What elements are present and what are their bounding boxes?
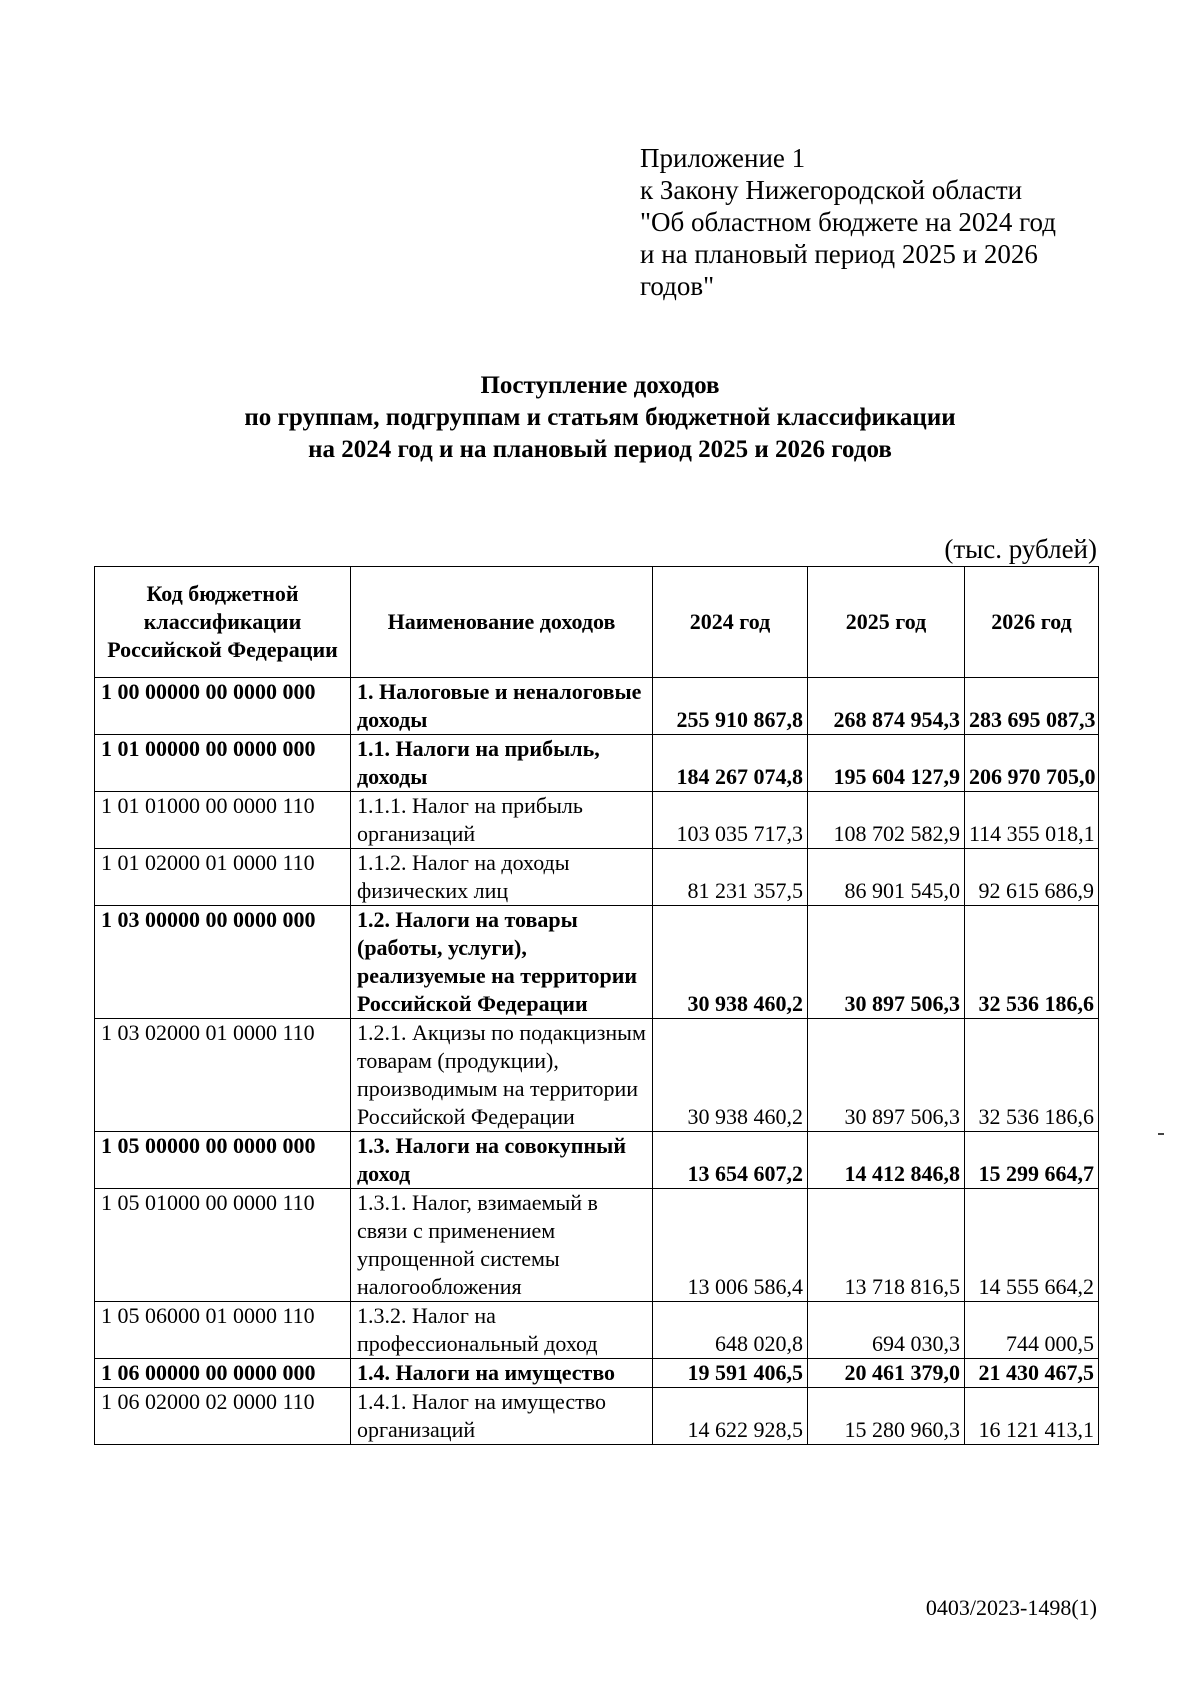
- table-row: [95, 1189, 1099, 1302]
- cell-2026: 32 536 186,6: [965, 906, 1099, 1019]
- cell-2025: 14 412 846,8: [808, 1132, 965, 1189]
- cell-2025: 195 604 127,9: [808, 735, 965, 792]
- unit-label: (тыс. рублей): [944, 534, 1097, 564]
- cell-2024: 30 938 460,2: [653, 1019, 808, 1132]
- document-number: 0403/2023-1498(1): [925, 1595, 1097, 1620]
- cell-2024: 184 267 074,8: [653, 735, 808, 792]
- table-row: [95, 849, 1099, 906]
- cell-code: 1 01 01000 00 0000 110: [95, 792, 351, 849]
- cell-name: 1.2.1. Акцизы по подакцизным товарам (продукции), производимым на территории Российской Федерации: [351, 1019, 653, 1132]
- cell-name: 1.4.1. Налог на имущество организаций: [351, 1388, 653, 1445]
- cell-code: 1 05 06000 01 0000 110: [95, 1302, 351, 1359]
- scan-artifact-mark: [1158, 1133, 1164, 1135]
- table-row: [95, 1019, 1099, 1132]
- cell-2025: 30 897 506,3: [808, 906, 965, 1019]
- cell-name: 1. Налоговые и неналоговые доходы: [351, 678, 653, 735]
- cell-code: 1 01 00000 00 0000 000: [95, 735, 351, 792]
- annex-line: "Об областном бюджете на 2024 год: [640, 207, 1056, 237]
- header-name: Наименование доходов: [351, 567, 653, 678]
- cell-2025: 20 461 379,0: [808, 1359, 965, 1388]
- cell-code: 1 03 02000 01 0000 110: [95, 1019, 351, 1132]
- cell-2026: 92 615 686,9: [965, 849, 1099, 906]
- cell-2025: 268 874 954,3: [808, 678, 965, 735]
- cell-code: 1 05 00000 00 0000 000: [95, 1132, 351, 1189]
- annex-line: Приложение 1: [640, 143, 806, 173]
- title-line: по группам, подгруппам и статьям бюджетной классификации: [244, 404, 956, 431]
- table-row: [95, 678, 1099, 735]
- annex-header: [640, 142, 1100, 302]
- cell-2024: 13 654 607,2: [653, 1132, 808, 1189]
- cell-2024: 103 035 717,3: [653, 792, 808, 849]
- cell-name: 1.1.1. Налог на прибыль организаций: [351, 792, 653, 849]
- cell-2026: 744 000,5: [965, 1302, 1099, 1359]
- cell-name: 1.3.2. Налог на профессиональный доход: [351, 1302, 653, 1359]
- table-row: [95, 792, 1099, 849]
- cell-2025: 86 901 545,0: [808, 849, 965, 906]
- cell-name: 1.1.2. Налог на доходы физических лиц: [351, 849, 653, 906]
- cell-2026: 14 555 664,2: [965, 1189, 1099, 1302]
- cell-name: 1.2. Налоги на товары (работы, услуги), реализуемые на территории Российской Федерации: [351, 906, 653, 1019]
- cell-name: 1.1. Налоги на прибыль, доходы: [351, 735, 653, 792]
- cell-2024: 13 006 586,4: [653, 1189, 808, 1302]
- annex-line: к Закону Нижегородской области: [640, 175, 1023, 205]
- cell-name: 1.3. Налоги на совокупный доход: [351, 1132, 653, 1189]
- cell-name: 1.3.1. Налог, взимаемый в связи с применением упрощенной системы налогообложения: [351, 1189, 653, 1302]
- table-row: [95, 1132, 1099, 1189]
- header-2024: 2024 год: [653, 567, 808, 678]
- header-code: Код бюджетной классификации Российской Федерации: [95, 567, 351, 678]
- title-line: Поступление доходов: [480, 372, 720, 399]
- cell-2025: 694 030,3: [808, 1302, 965, 1359]
- header-2026: 2026 год: [965, 567, 1099, 678]
- cell-code: 1 01 02000 01 0000 110: [95, 849, 351, 906]
- cell-2024: 255 910 867,8: [653, 678, 808, 735]
- cell-2024: 14 622 928,5: [653, 1388, 808, 1445]
- cell-2026: 21 430 467,5: [965, 1359, 1099, 1388]
- cell-2025: 13 718 816,5: [808, 1189, 965, 1302]
- cell-code: 1 05 01000 00 0000 110: [95, 1189, 351, 1302]
- cell-code: 1 06 00000 00 0000 000: [95, 1359, 351, 1388]
- cell-2026: 32 536 186,6: [965, 1019, 1099, 1132]
- table-row: [95, 906, 1099, 1019]
- cell-2026: 283 695 087,3: [965, 678, 1099, 735]
- table-row: [95, 735, 1099, 792]
- cell-2024: 81 231 357,5: [653, 849, 808, 906]
- title-line: на 2024 год и на плановый период 2025 и 2026 годов: [308, 436, 892, 463]
- annex-line: годов": [640, 271, 715, 301]
- document-title: [0, 370, 1200, 466]
- cell-2026: 206 970 705,0: [965, 735, 1099, 792]
- cell-code: 1 03 00000 00 0000 000: [95, 906, 351, 1019]
- table-row: [95, 1388, 1099, 1445]
- cell-2025: 15 280 960,3: [808, 1388, 965, 1445]
- cell-name: 1.4. Налоги на имущество: [351, 1359, 653, 1388]
- annex-line: и на плановый период 2025 и 2026: [640, 239, 1038, 269]
- cell-2024: 648 020,8: [653, 1302, 808, 1359]
- header-2025: 2025 год: [808, 567, 965, 678]
- cell-2025: 30 897 506,3: [808, 1019, 965, 1132]
- cell-2024: 19 591 406,5: [653, 1359, 808, 1388]
- table-header-row: [95, 567, 1099, 678]
- table-row: [95, 1359, 1099, 1388]
- cell-2025: 108 702 582,9: [808, 792, 965, 849]
- cell-2026: 15 299 664,7: [965, 1132, 1099, 1189]
- cell-code: 1 06 02000 02 0000 110: [95, 1388, 351, 1445]
- income-table: [94, 566, 1099, 1445]
- cell-code: 1 00 00000 00 0000 000: [95, 678, 351, 735]
- cell-2024: 30 938 460,2: [653, 906, 808, 1019]
- table-row: [95, 1302, 1099, 1359]
- cell-2026: 16 121 413,1: [965, 1388, 1099, 1445]
- cell-2026: 114 355 018,1: [965, 792, 1099, 849]
